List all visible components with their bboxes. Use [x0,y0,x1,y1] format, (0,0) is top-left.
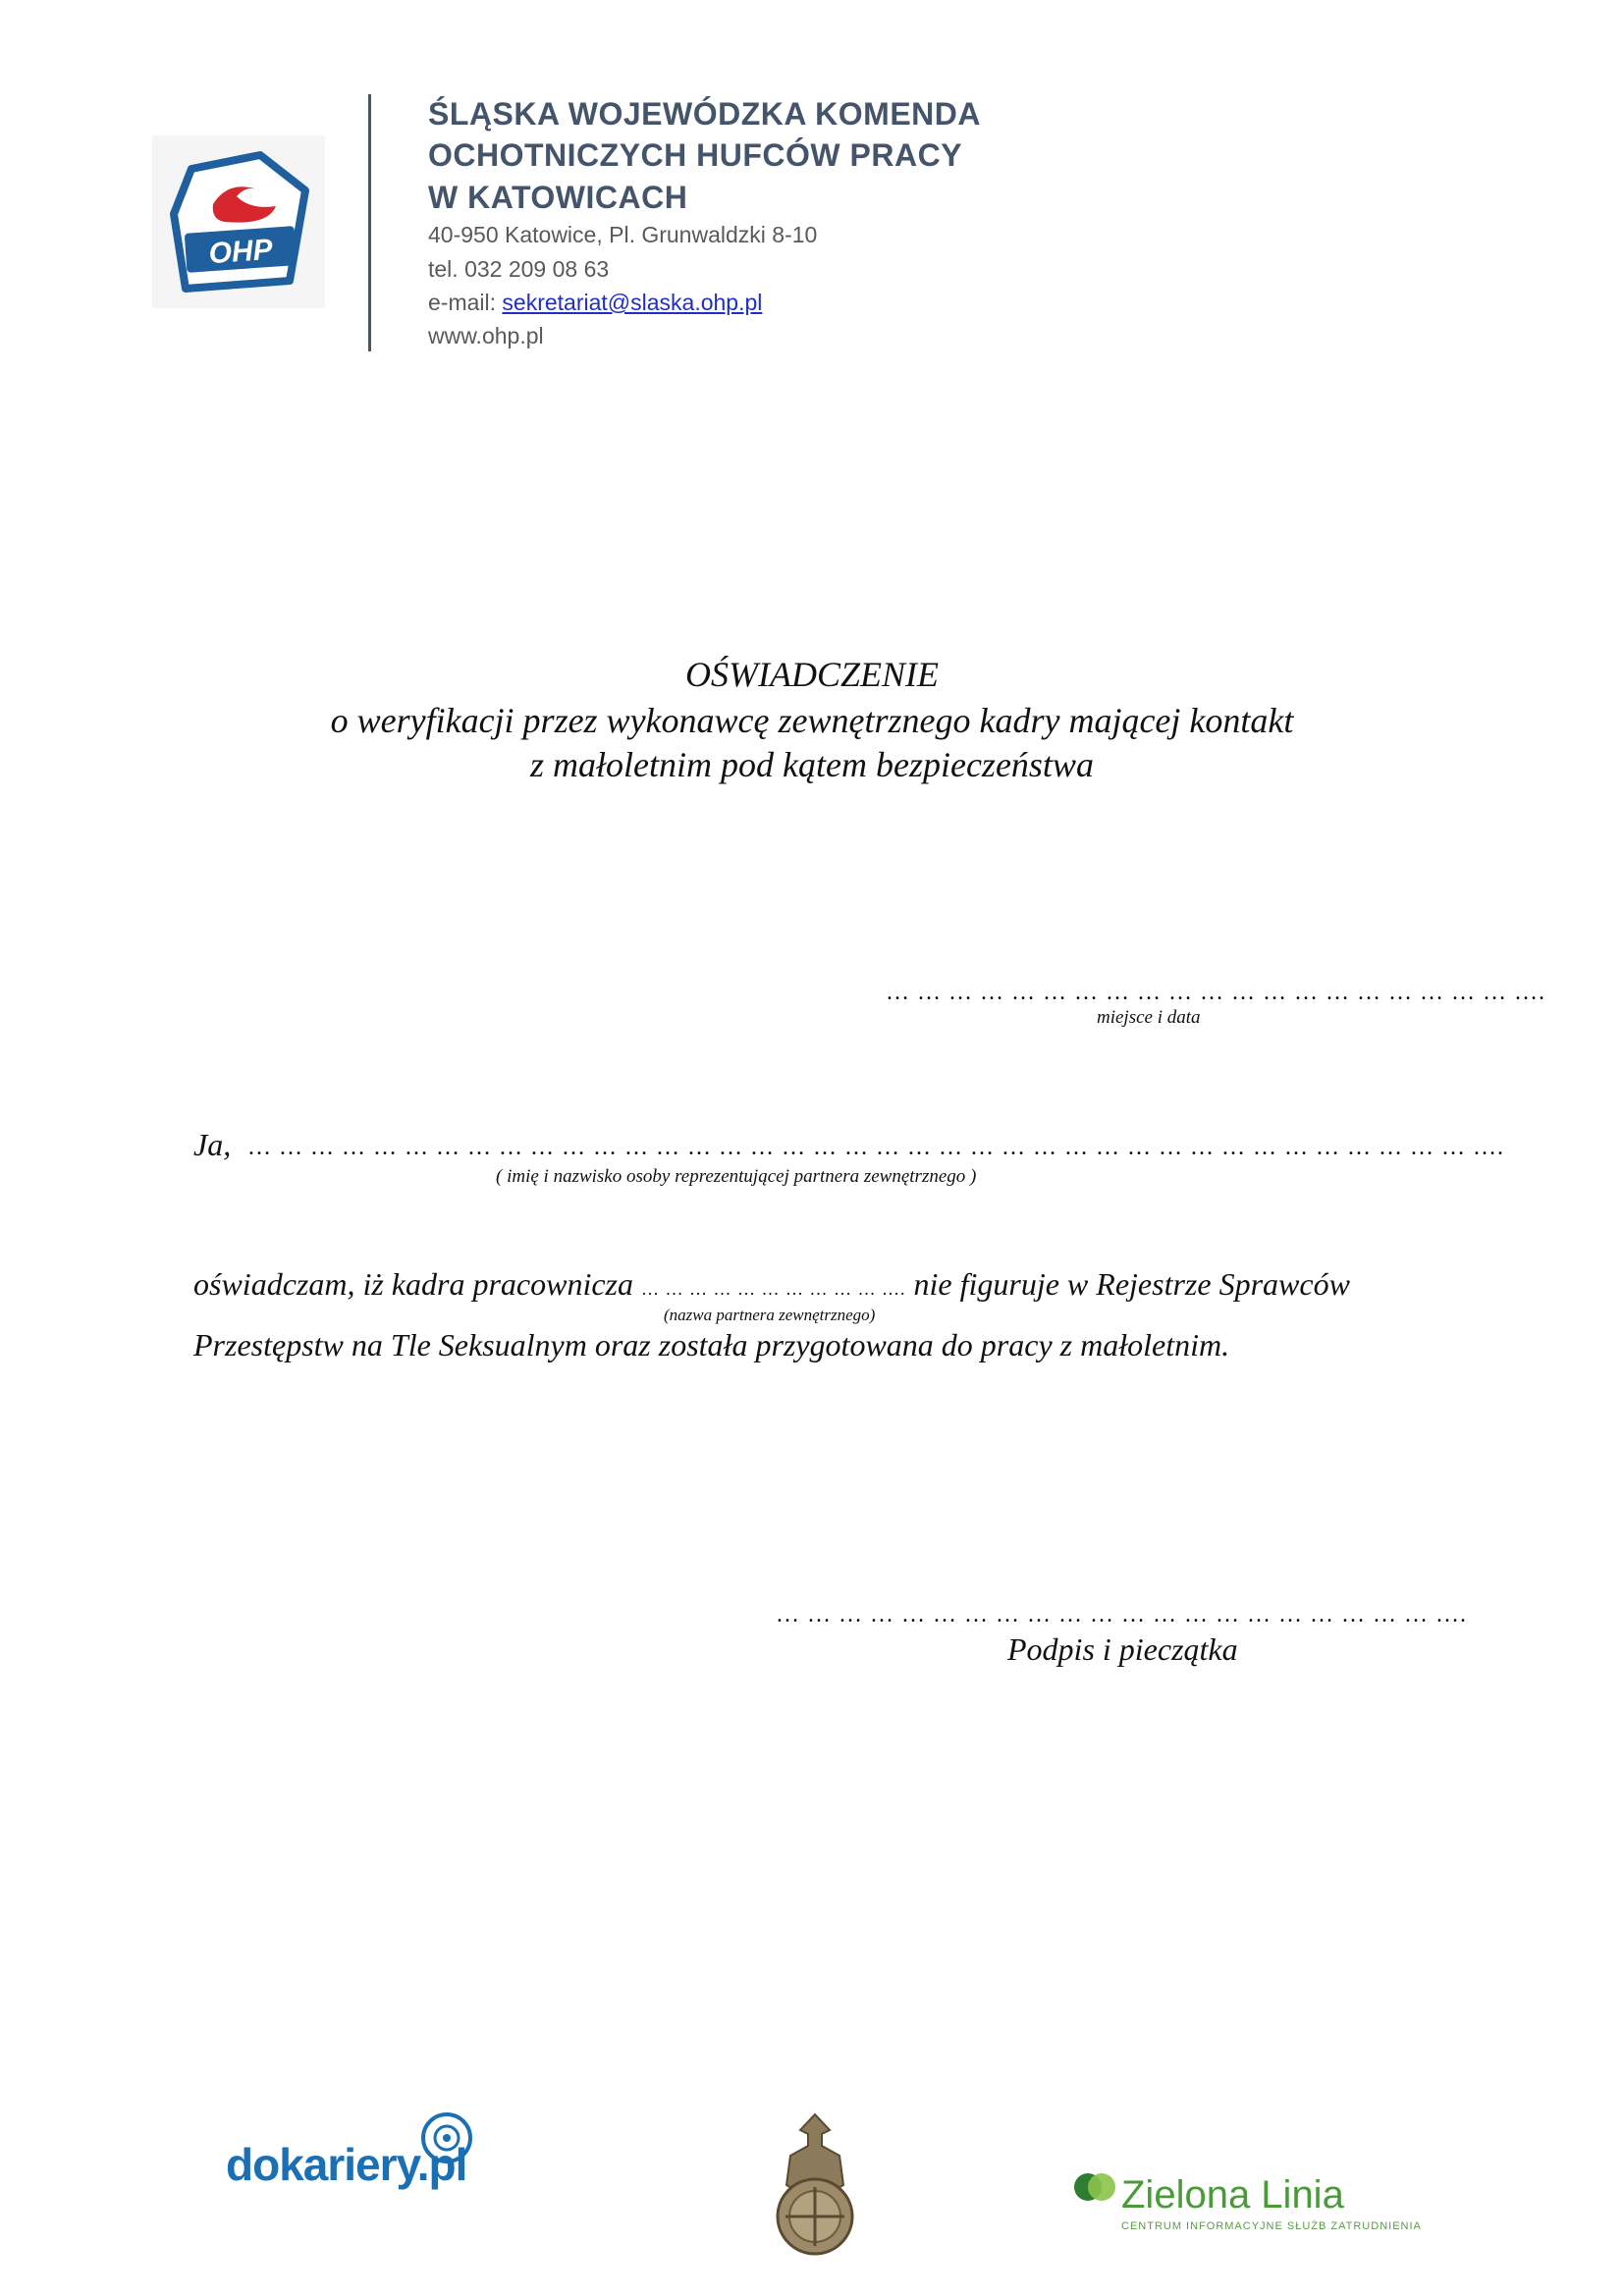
partner-name-field: … … … … … … … … … … …. [641,1279,906,1299]
org-name-line1: ŚLĄSKA WOJEWÓDZKA KOMENDA [428,96,981,132]
signature-field: … … … … … … … … … … … … … … … … … … … … … …. [776,1602,1467,1628]
statement-line1 [193,1266,1350,1303]
zielona-linia-subtitle: CENTRUM INFORMACYJNE SŁUŻB ZATRUDNIENIA [1121,2220,1422,2232]
header-divider [368,94,371,351]
email-link[interactable]: sekretariat@slaska.ohp.pl [502,290,763,315]
ohp-emblem-icon [152,135,325,308]
name-field: … … … … … … … … … … … … … … … … … … … … … … … … … … … … … … … … … … … … … … … …. [247,1135,1504,1160]
signature-caption: Podpis i pieczątka [1007,1631,1238,1667]
statement-suffix: nie figuruje w Rejestrze Sprawców [913,1266,1350,1302]
document-title: OŚWIADCZENIE [685,655,939,694]
statement-prefix: oświadczam, iż kadra pracownicza [193,1266,633,1302]
ohp-badge-icon [761,2110,869,2263]
name-caption: ( imię i nazwisko osoby reprezentującej partnera zewnętrznego ) [496,1166,977,1187]
place-date-field: … … … … … … … … … … … … … … … … … … … … …. [886,980,1545,1005]
document-subtitle-line2: z małoletnim pod kątem bezpieczeństwa [530,745,1094,784]
place-date-caption: miejsce i data [1097,1007,1201,1028]
zielona-linia-logo: Zielona Linia [1121,2173,1344,2216]
org-phone: tel. 032 209 08 63 [428,256,610,282]
ja-label: Ja, [193,1127,232,1162]
org-address: 40-950 Katowice, Pl. Grunwaldzki 8-10 [428,222,818,247]
org-name-line3: W KATOWICACH [428,180,688,215]
svg-text:OHP: OHP [207,233,274,271]
org-email-row [428,290,762,316]
email-label: e-mail: [428,290,503,315]
partner-caption: (nazwa partnera zewnętrznego) [664,1306,876,1324]
dokariery-logo: dokariery.pl [226,2139,467,2190]
zielona-linia-icon [1072,2167,1119,2212]
statement-line2: Przestępstw na Tle Seksualnym oraz została przygotowana do pracy z małoletnim. [193,1327,1230,1362]
ohp-logo [152,135,325,308]
document-subtitle-line1: o weryfikacji przez wykonawcę zewnętrznego kadry mającej kontakt [330,701,1294,740]
org-website: www.ohp.pl [428,323,544,348]
org-name-line2: OCHOTNICZYCH HUFCÓW PRACY [428,137,963,173]
